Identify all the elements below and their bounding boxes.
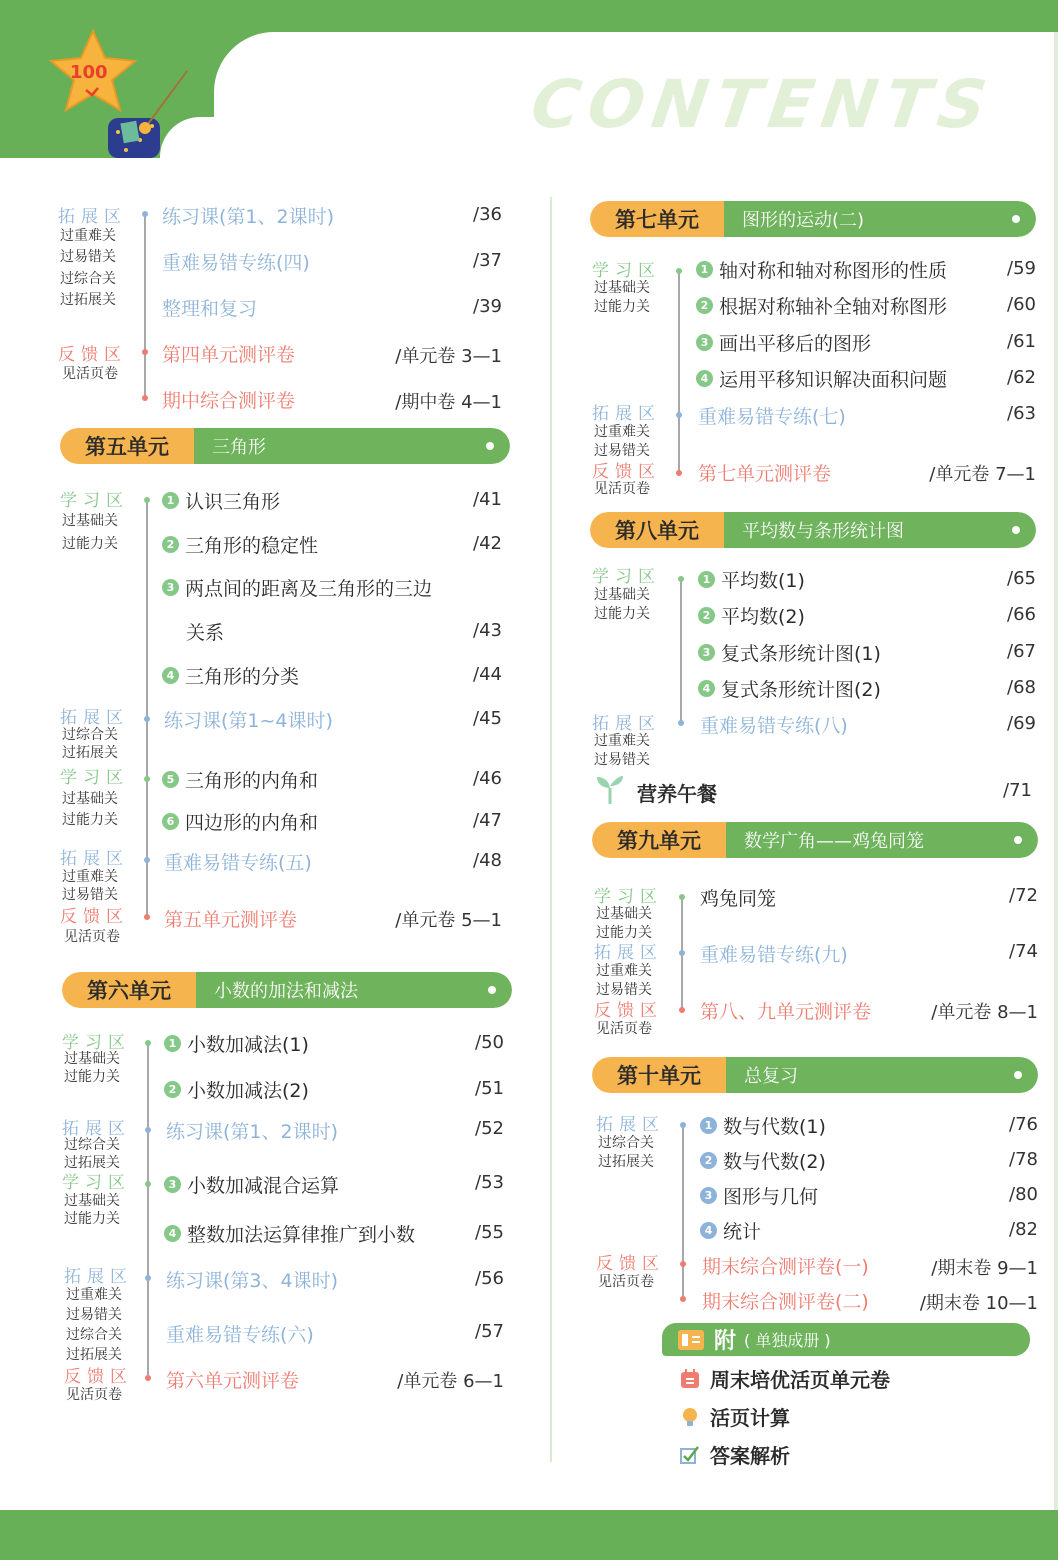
timeline (144, 214, 146, 400)
lesson-number-badge: 1 (696, 261, 713, 278)
lesson-number-badge: 2 (164, 1081, 181, 1098)
appendix-header[interactable] (662, 1323, 1030, 1356)
toc-entry[interactable]: 第六单元测评卷 (166, 1370, 300, 1392)
entry-label: 小数加减法(2) (187, 1080, 309, 1102)
zone-sub: 过综合关 (62, 727, 118, 743)
toc-entry[interactable] (700, 1217, 761, 1244)
unit-topic-wrap (724, 512, 1036, 548)
zone-label-expand: 拓展区 (592, 714, 661, 734)
entry-label: 三角形的分类 (185, 666, 300, 688)
zone-label-learn: 学习区 (60, 491, 129, 511)
lesson-number-badge: 1 (700, 1117, 717, 1134)
zone-sub: 见活页卷 (62, 366, 118, 382)
lesson-number-badge: 1 (162, 492, 179, 509)
zone-label-expand: 拓展区 (594, 943, 663, 963)
entry-label: 轴对称和轴对称图形的性质 (719, 260, 948, 282)
toc-entry[interactable]: 练习课(第1、2课时) (162, 206, 335, 228)
toc-entry[interactable] (162, 808, 318, 835)
timeline-dot (678, 720, 684, 726)
timeline-dot (680, 1296, 686, 1302)
zone-label-expand: 拓展区 (592, 404, 661, 424)
zone-sub: 过基础关 (594, 280, 650, 296)
zone-sub: 见活页卷 (596, 1021, 652, 1037)
timeline (146, 499, 148, 917)
page-number: /74 (1009, 941, 1038, 962)
zone-label-feedback: 反馈区 (58, 345, 127, 365)
zone-label-feedback: 反馈区 (596, 1254, 665, 1274)
toc-entry[interactable]: 期中综合测评卷 (162, 390, 296, 412)
zone-sub: 过综合关 (66, 1327, 122, 1343)
timeline-dot (679, 1007, 685, 1013)
timeline (678, 270, 680, 472)
lesson-number-badge: 4 (162, 667, 179, 684)
timeline-dot (679, 950, 685, 956)
entry-label: 复式条形统计图(1) (721, 643, 881, 665)
toc-entry[interactable]: 练习课(第3、4课时) (166, 1270, 339, 1292)
timeline-dot (680, 1261, 686, 1267)
zone-label-learn: 学习区 (62, 1033, 131, 1053)
lightbulb-icon (680, 1407, 700, 1427)
toc-entry[interactable]: 第七单元测评卷 (698, 463, 832, 485)
lesson-number-badge: 3 (162, 579, 179, 596)
zone-label-feedback: 反馈区 (64, 1367, 133, 1387)
lesson-number-badge: 3 (700, 1187, 717, 1204)
page-number: /56 (475, 1268, 504, 1289)
unit-number: 第七单元 (590, 201, 724, 237)
sprout-icon (596, 774, 624, 804)
timeline-dot (676, 268, 682, 274)
lesson-number-badge: 2 (700, 1152, 717, 1169)
lesson-number-badge: 3 (696, 334, 713, 351)
toc-entry[interactable] (696, 365, 947, 392)
unit-topic-wrap (726, 1057, 1038, 1093)
toc-entry[interactable]: 重难易错专练(九) (700, 944, 848, 966)
zone-sub: 过拓展关 (64, 1155, 120, 1171)
toc-entry[interactable] (696, 329, 871, 356)
toc-entry[interactable] (700, 1147, 826, 1174)
page-number: /39 (473, 296, 502, 317)
lunch-section-title[interactable]: 营养午餐 (637, 782, 717, 806)
lesson-number-badge: 6 (162, 813, 179, 830)
unit-topic-wrap (726, 822, 1038, 858)
zone-sub: 过重难关 (596, 963, 652, 979)
toc-entry[interactable] (164, 1220, 415, 1247)
toc-entry[interactable] (696, 256, 947, 283)
zone-sub: 见活页卷 (64, 929, 120, 945)
checkbox-icon (680, 1445, 700, 1465)
lesson-number-badge: 2 (696, 297, 713, 314)
page-number: /57 (475, 1321, 504, 1342)
page-number: /45 (473, 708, 502, 729)
page-number: /期末卷 10—1 (919, 1293, 1038, 1314)
unit-number: 第十单元 (592, 1057, 726, 1093)
zone-sub: 过能力关 (594, 299, 650, 315)
page-number: /51 (475, 1078, 504, 1099)
page-number: /43 (473, 620, 502, 641)
zone-label-expand: 拓展区 (596, 1115, 665, 1135)
bar-dot-icon (1012, 215, 1020, 223)
toc-entry[interactable] (698, 675, 881, 702)
entry-label: 两点间的距离及三角形的三边 (185, 578, 433, 600)
unit-number: 第五单元 (60, 428, 194, 464)
zone-label-expand: 拓展区 (60, 708, 129, 728)
zone-label-expand: 拓展区 (60, 849, 129, 869)
zone-sub: 见活页卷 (598, 1274, 654, 1290)
entry-label: 平均数(2) (721, 606, 805, 628)
zone-sub: 过综合关 (598, 1135, 654, 1151)
timeline-dot (142, 349, 148, 355)
page-number: /48 (473, 850, 502, 871)
page-number: /50 (475, 1032, 504, 1053)
zone-sub: 过拓展关 (60, 292, 116, 308)
unit-header-8[interactable] (590, 512, 1036, 548)
zone-sub: 过拓展关 (66, 1347, 122, 1363)
lesson-number-badge: 1 (698, 571, 715, 588)
bar-dot-icon (488, 986, 496, 994)
timeline-dot (676, 470, 682, 476)
zone-sub: 过基础关 (62, 791, 118, 807)
toc-entry[interactable]: 第八、九单元测评卷 (700, 1001, 872, 1023)
page-number: /71 (1003, 780, 1032, 801)
page-number: /68 (1007, 677, 1036, 698)
lesson-number-badge: 4 (696, 370, 713, 387)
toc-entry[interactable] (164, 1076, 309, 1103)
zone-sub: 过易错关 (62, 887, 118, 903)
zone-label-learn: 学习区 (60, 768, 129, 788)
page-number: /63 (1007, 403, 1036, 424)
toc-entry[interactable]: 第五单元测评卷 (164, 909, 298, 931)
page-number: /42 (473, 533, 502, 554)
entry-label: 统计 (723, 1221, 762, 1243)
lesson-number-badge: 5 (162, 771, 179, 788)
zone-label-learn: 学习区 (62, 1173, 131, 1193)
calendar-icon (680, 1369, 700, 1389)
zone-sub: 过综合关 (60, 271, 116, 287)
zone-sub: 过基础关 (596, 906, 652, 922)
timeline-dot (145, 1181, 151, 1187)
entry-label: 运用平移知识解决面积问题 (719, 369, 948, 391)
page-number: /单元卷 6—1 (397, 1371, 504, 1392)
page-number: /37 (473, 250, 502, 271)
entry-label: 小数加减混合运算 (187, 1175, 340, 1197)
unit-topic-wrap (194, 428, 510, 464)
toc-entry[interactable]: 重难易错专练(七) (698, 406, 846, 428)
zone-sub: 过易错关 (594, 752, 650, 768)
zone-sub: 见活页卷 (594, 481, 650, 497)
unit-topic: 平均数与条形统计图 (742, 521, 904, 542)
page-number: /62 (1007, 367, 1036, 388)
entry-label: 三角形的稳定性 (185, 535, 319, 557)
toc-entry[interactable]: 期末综合测评卷(二) (702, 1291, 869, 1313)
appendix-title: 附 (714, 1329, 737, 1354)
page-number: /66 (1007, 604, 1036, 625)
toc-entry[interactable] (162, 531, 318, 558)
page-number: /36 (473, 204, 502, 225)
toc-entry[interactable]: 第四单元测评卷 (162, 344, 296, 366)
zone-sub: 见活页卷 (66, 1387, 122, 1403)
zone-sub: 过易错关 (60, 249, 116, 265)
toc-entry[interactable]: 练习课(第1、2课时) (166, 1121, 339, 1143)
toc-entry[interactable] (162, 766, 318, 793)
page-title: CONTENTS (526, 66, 1000, 143)
page-number: /55 (475, 1222, 504, 1243)
page-number: /单元卷 3—1 (395, 346, 502, 367)
page-edge (1054, 32, 1058, 1512)
bar-dot-icon (1014, 1071, 1022, 1079)
zone-sub: 过拓展关 (598, 1154, 654, 1170)
zone-label-feedback: 反馈区 (592, 462, 661, 482)
timeline-dot (680, 1122, 686, 1128)
appendix-item[interactable] (680, 1402, 790, 1431)
entry-label: 认识三角形 (185, 491, 281, 513)
open-book-icon (678, 1330, 704, 1350)
toc-entry[interactable] (698, 566, 805, 593)
lesson-number-badge: 1 (164, 1035, 181, 1052)
page-number: /78 (1009, 1149, 1038, 1170)
zone-label-learn: 学习区 (592, 261, 661, 281)
page-number: /期中卷 4—1 (395, 392, 502, 413)
toc-entry[interactable]: 重难易错专练(五) (164, 852, 312, 874)
zone-label-expand: 拓展区 (58, 207, 127, 227)
appendix-subtitle: ( 单独成册 ) (744, 1331, 831, 1350)
lesson-number-badge: 4 (164, 1225, 181, 1242)
lesson-number-badge: 2 (698, 607, 715, 624)
lesson-number-badge: 3 (164, 1176, 181, 1193)
timeline-dot (144, 497, 150, 503)
zone-sub: 过能力关 (596, 925, 652, 941)
page-number: /47 (473, 810, 502, 831)
page-number: /60 (1007, 294, 1036, 315)
page-number: /76 (1009, 1114, 1038, 1135)
page-number: /单元卷 5—1 (395, 910, 502, 931)
unit-topic-wrap (196, 972, 512, 1008)
toc-entry[interactable] (164, 1030, 309, 1057)
timeline-dot (144, 914, 150, 920)
zone-label-learn: 学习区 (594, 887, 663, 907)
unit-topic: 小数的加法和减法 (214, 981, 358, 1002)
zone-sub: 过基础关 (64, 1193, 120, 1209)
toc-entry[interactable]: 重难易错专练(六) (166, 1324, 314, 1346)
footer-band (0, 1510, 1058, 1560)
zone-label-expand: 拓展区 (64, 1267, 133, 1287)
unit-topic-wrap (724, 201, 1036, 237)
timeline-dot (142, 395, 148, 401)
unit-header-9[interactable] (592, 822, 1038, 858)
timeline-dot (676, 412, 682, 418)
zone-sub: 过基础关 (62, 513, 118, 529)
page-number: /72 (1009, 885, 1038, 906)
unit-number: 第六单元 (62, 972, 196, 1008)
timeline-dot (678, 576, 684, 582)
zone-sub: 过重难关 (594, 424, 650, 440)
page-number: /80 (1009, 1184, 1038, 1205)
toc-entry[interactable]: 整理和复习 (162, 298, 258, 320)
unit-header-7[interactable] (590, 201, 1036, 237)
lesson-number-badge: 4 (698, 680, 715, 697)
zone-sub: 过基础关 (594, 587, 650, 603)
zone-sub: 过重难关 (60, 228, 116, 244)
column-divider (550, 197, 552, 1462)
page-number: /61 (1007, 331, 1036, 352)
zone-sub: 过基础关 (64, 1051, 120, 1067)
toc-entry[interactable]: 鸡兔同笼 (700, 888, 777, 910)
page-number: /单元卷 7—1 (929, 464, 1036, 485)
zone-sub: 过能力关 (62, 536, 118, 552)
toc-entry[interactable] (698, 602, 805, 629)
lesson-number-badge: 4 (700, 1222, 717, 1239)
toc-entry[interactable] (700, 1112, 826, 1139)
unit-header-10[interactable] (592, 1057, 1038, 1093)
toc-entry[interactable] (162, 662, 299, 689)
unit-topic: 数学广角——鸡兔同笼 (744, 831, 924, 852)
toc-entry[interactable] (700, 1182, 818, 1209)
timeline-dot (144, 716, 150, 722)
zone-sub: 过能力关 (64, 1069, 120, 1085)
entry-label: 复式条形统计图(2) (721, 679, 881, 701)
timeline-dot (144, 776, 150, 782)
page-number: /41 (473, 489, 502, 510)
unit-number: 第八单元 (590, 512, 724, 548)
entry-label: 整数加法运算律推广到小数 (187, 1224, 416, 1246)
bar-dot-icon (1012, 526, 1020, 534)
zone-sub: 过能力关 (62, 812, 118, 828)
entry-label: 小数加减法(1) (187, 1034, 309, 1056)
toc-entry[interactable] (696, 292, 947, 319)
lesson-number-badge: 2 (162, 536, 179, 553)
entry-label: 三角形的内角和 (185, 770, 319, 792)
entry-label: 平均数(1) (721, 570, 805, 592)
unit-header-6[interactable] (62, 972, 512, 1008)
page-number: /59 (1007, 258, 1036, 279)
page-number: /69 (1007, 713, 1036, 734)
timeline-dot (145, 1375, 151, 1381)
page-number: /46 (473, 768, 502, 789)
unit-number: 第九单元 (592, 822, 726, 858)
zone-sub: 过重难关 (66, 1287, 122, 1303)
timeline (147, 1042, 149, 1377)
zone-label-feedback: 反馈区 (594, 1001, 663, 1021)
zone-sub: 过拓展关 (62, 745, 118, 761)
timeline-dot (145, 1040, 151, 1046)
timeline-dot (679, 894, 685, 900)
bar-dot-icon (1014, 836, 1022, 844)
toc-entry[interactable] (162, 574, 432, 601)
timeline-dot (144, 857, 150, 863)
unit-topic: 总复习 (744, 1066, 798, 1087)
toc-entry[interactable] (164, 1171, 339, 1198)
toc-entry[interactable] (162, 487, 280, 514)
entry-label: 四边形的内角和 (185, 812, 319, 834)
unit-topic: 图形的运动(二) (742, 210, 865, 231)
page-number: /53 (475, 1172, 504, 1193)
appendix-item-label: 周末培优活页单元卷 (710, 1368, 890, 1392)
toc-entry[interactable]: 期末综合测评卷(一) (702, 1256, 869, 1278)
zone-label-feedback: 反馈区 (60, 907, 129, 927)
entry-label: 根据对称轴补全轴对称图形 (719, 296, 948, 318)
entry-label: 画出平移后的图形 (719, 333, 872, 355)
unit-topic: 三角形 (212, 437, 266, 458)
timeline (682, 1124, 684, 1299)
zone-sub: 过易错关 (596, 982, 652, 998)
page-number: /44 (473, 664, 502, 685)
zone-sub: 过能力关 (594, 606, 650, 622)
zone-sub: 过易错关 (66, 1307, 122, 1323)
page-number: /52 (475, 1118, 504, 1139)
zone-sub: 过能力关 (64, 1211, 120, 1227)
toc-entry[interactable]: 重难易错专练(八) (700, 715, 848, 737)
zone-sub: 过重难关 (62, 869, 118, 885)
bar-dot-icon (486, 442, 494, 450)
appendix-item-label: 活页计算 (710, 1406, 790, 1430)
page-number: /65 (1007, 568, 1036, 589)
appendix-item[interactable] (680, 1440, 790, 1469)
toc-entry-continued[interactable]: 关系 (186, 622, 225, 644)
zone-label-learn: 学习区 (592, 567, 661, 587)
appendix-item[interactable] (680, 1364, 890, 1393)
entry-label: 数与代数(2) (723, 1151, 826, 1173)
star-mascot-icon (40, 28, 190, 158)
page-number: /单元卷 8—1 (931, 1002, 1038, 1023)
zone-sub: 过易错关 (594, 443, 650, 459)
page-number: /82 (1009, 1219, 1038, 1240)
zone-label-expand: 拓展区 (62, 1119, 131, 1139)
timeline-dot (145, 1275, 151, 1281)
unit-header-5[interactable] (60, 428, 510, 464)
toc-entry[interactable]: 练习课(第1~4课时) (164, 710, 333, 732)
toc-entry[interactable]: 重难易错专练(四) (162, 252, 310, 274)
lesson-number-badge: 3 (698, 644, 715, 661)
appendix-item-label: 答案解析 (710, 1444, 790, 1468)
timeline (680, 578, 682, 722)
svg-text:100: 100 (70, 62, 108, 83)
entry-label: 数与代数(1) (723, 1116, 826, 1138)
zone-sub: 过重难关 (594, 733, 650, 749)
toc-entry[interactable] (698, 639, 881, 666)
timeline-dot (142, 211, 148, 217)
page-number: /期末卷 9—1 (931, 1258, 1038, 1279)
entry-label: 图形与几何 (723, 1186, 819, 1208)
page-number: /67 (1007, 641, 1036, 662)
timeline-dot (145, 1127, 151, 1133)
zone-sub: 过综合关 (64, 1137, 120, 1153)
